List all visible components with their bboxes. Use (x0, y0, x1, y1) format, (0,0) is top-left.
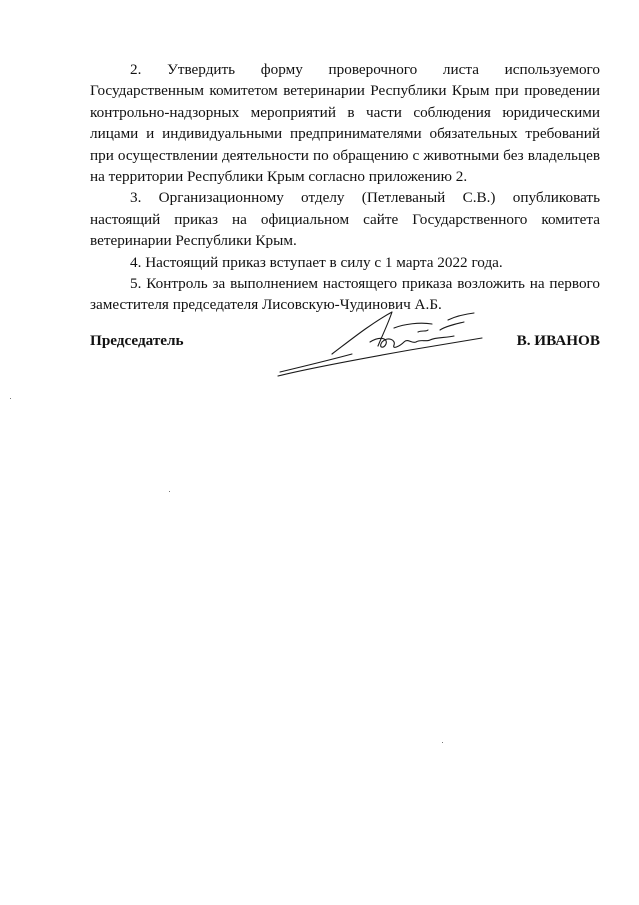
scan-speck (10, 398, 11, 399)
order-body (90, 59, 600, 316)
handwritten-signature (270, 302, 490, 384)
signatory-title: Председатель (90, 332, 184, 349)
paragraph-2: 2. Утвердить форму проверочного листа используемого Государственным комитетом ветеринарии Республики Крым при проведении контрольно-надзорных мероприятий в части соблюдения юридическими лицами и индивидуальными предпринимателями обязательных требований при осуществлении деятельности по обращению с животными без владельцев на территории Республики Крым согласно приложению 2. (90, 61, 600, 186)
paragraph-3: 3. Организационному отделу (Петлеваный С.В.) опубликовать настоящий приказ на официальном сайте Государственного комитета ветеринарии Республики Крым. (90, 189, 600, 250)
signatory-name: В. ИВАНОВ (516, 332, 600, 349)
paragraph-5: 5. Контроль за выполнением настоящего приказа возложить на первого заместителя председателя Лисовскую-Чудинович А.Б. (90, 275, 600, 314)
scan-speck (442, 742, 443, 743)
scan-speck (169, 491, 170, 492)
paragraph-4: 4. Настоящий приказ вступает в силу с 1 марта 2022 года. (130, 253, 503, 271)
